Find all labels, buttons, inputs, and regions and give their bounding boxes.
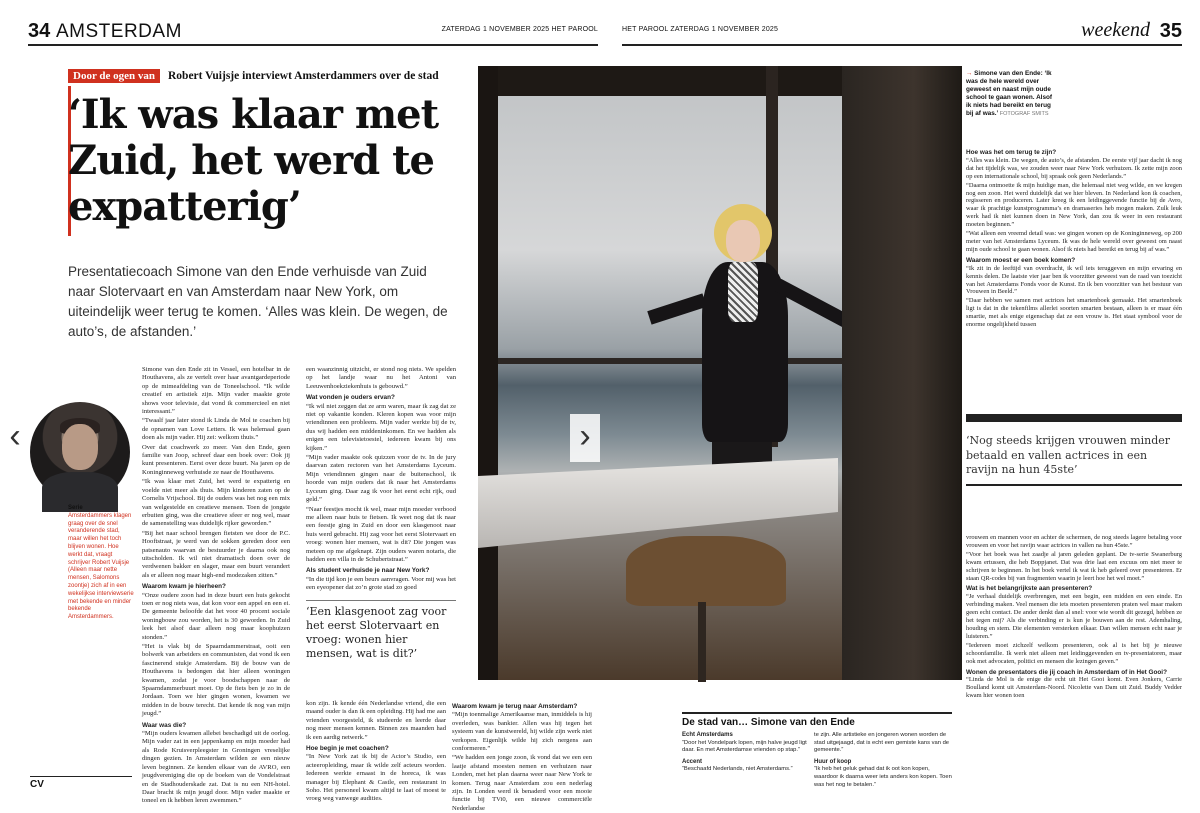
question: Waar was die? bbox=[142, 721, 187, 729]
article-column-right-bottom bbox=[966, 534, 1182, 800]
paragraph: “We hadden een jonge zoon, ik vond dat we een een laatje afstand moesten nemen en verhuizen naar Londen, met het plan daarna weer naar New York te komen. Terug naar Amsterdam zou een nederlag zijn. In Londen werd ik benaderd voor een mooie functie bij TVi0, een nieuwe commerciële Nederlandse bbox=[452, 754, 592, 812]
cv-label: CV bbox=[30, 776, 132, 790]
question: Waarom kwam je terug naar Amsterdam? bbox=[452, 703, 578, 710]
right-page-header bbox=[622, 0, 1182, 46]
paragraph: “Alles was klein. De wegen, de auto’s, de afstanden. De eerste vijf jaar dacht ik nog dat het tijdelijk was, we zouden weer naar New York verhuizen. Ik zette mijn zoon op een internationale school, bij spraak ook geen Nederlands.” bbox=[966, 156, 1182, 180]
box-label: Echt Amsterdams bbox=[682, 732, 733, 738]
box-text: “Door het Vondelpark lopen, mijn halve jeugd ligt daar. En met Amsterdamse vrienden op stap.” bbox=[682, 739, 807, 754]
paragraph: vrouwen en mannen voor en achter de schermen, de nog steeds lagere betaling voor vrouwen en voor het ravijn waar actrices in vallen na hun 45ste.” bbox=[966, 534, 1182, 549]
article-column-right bbox=[966, 146, 1182, 410]
section-name-left: AMSTERDAM bbox=[56, 21, 182, 42]
question: Waarom moest er een boek komen? bbox=[966, 256, 1076, 264]
question: Wat vonden je ouders ervan? bbox=[306, 394, 395, 402]
paragraph: “Naar feestjes mocht ik wel, maar mijn moeder verbood me alleen naar huis te fietsen. Ik weet nog dat ik naar een feestje ging in Zuid en door een klasgenoot naar huis werd gebracht. Hij zag voor het eerst Slotervaart en vroeg: wonen hier mensen, wat is dit? Die jongen was meteen op me afgeknapt. Zijn ouders waren notaris, die hadden een villa in de Schubertstraat.” bbox=[306, 505, 456, 563]
question: Hoe begin je met coachen? bbox=[306, 745, 389, 753]
pullquote-right: ‘Nog steeds krijgen vrouwen minder betaald en vallen actrices in een ravijn na hun 45ste’ bbox=[966, 414, 1182, 486]
paragraph: Over dat coachwerk zo meer. Van den Ende, geen familie van Joop, schreef daar een boek over: Ook jij kunt presenteren. Eerst over deze buurt. Na jaren op de Koninginneweg verhuisde ze naar de Houthavens. bbox=[142, 443, 290, 476]
paragraph: “Het is vlak bij de Spaarndammerstraat, ooit een bolwerk van arbeiders en communisten, dat vond ik een fascinerend stukje Amsterdam. Bij de bouw van de Houthavens is bedongen dat hier alleen woningen kwamen, zodat je voor boodschappen naar de Spaarndammerbuurt moet. Op de fiets ben je zo in de Jordaan. Toen we hier gingen wonen, kwamen we midden in de bouw terecht. Dat kende ik nog van mijn jeugd.” bbox=[142, 643, 290, 718]
paragraph: “Daar hebben we samen met actrices het smartenboek gemaakt. Het smartenboek ligt is dat in die tekenfilms allerlei soorten smarten bestaan, alleen is er maar één smartie, met als enige eigenschap dat ze een vrouw is. Het staat symbool voor de enorme ongelijkheid tussen bbox=[966, 297, 1182, 329]
serie-text: Amsterdammers klagen graag over de snel veranderende stad, maar willen het toch blijven wonen. Hoe werkt dat, vraagt schrijver Robert Vuijsje (Alleen maar nette mensen, Salomons zoontje) zich af in een wekelijkse interviewserie met bekende en minder bekende Amsterdammers. bbox=[68, 512, 134, 621]
paragraph: “Iedereen moet zichzelf welkom presenteren, ook al is het bij je nieuwe schoonfamilie. Ik werk niet alleen met leidinggevenden en tv-presentatoren, maar ook met advocaten, politici en mensen die lezingen geven.” bbox=[966, 641, 1182, 665]
article-column-2-bottom bbox=[306, 700, 446, 803]
headline: ‘Ik was klaar met Zuid, het werd te expatterig’ bbox=[68, 91, 439, 230]
question: Als student verhuisde je naar New York? bbox=[306, 567, 430, 575]
paragraph: “Mijn ouders kwamen allebei beschadigd uit de oorlog. Mijn vader zat in een jappenkamp en mijn moeder had als Rode Kruisverpleegster in Groningen vreselijke dingen gezien. In Amsterdam wilden ze een nieuw leven beginnen. Ze kenden elkaar van de AVRO, een jeugdvereniging die op de boeken van de Vondelstraat en de Stadhouderskade zat. Dat is nu een NH-hotel. Daar bracht ik mijn jeugd door. Mijn vader maakte er toneel en ik hebben leren zwemmen.” bbox=[142, 730, 290, 805]
article-column-1 bbox=[142, 366, 290, 805]
box-label: Accent bbox=[682, 758, 703, 765]
question: Wat is het belangrijkste aan presenteren? bbox=[966, 585, 1093, 593]
city-box-column-2 bbox=[814, 732, 954, 800]
page-number-right: 35 bbox=[1159, 20, 1182, 42]
question: Wonen de presentators die jij coach in Amsterdam of in Het Gooi? bbox=[966, 668, 1167, 676]
box-text: “Beschaafd Nederlands, niet Amsterdams.” bbox=[682, 766, 793, 773]
dateline-left: ZATERDAG 1 NOVEMBER 2025 HET PAROOL bbox=[441, 26, 598, 33]
kicker-text: Robert Vuijsje interviewt Amsterdammers over de stad bbox=[168, 70, 439, 82]
question: Hoe was het om terug te zijn? bbox=[966, 149, 1057, 156]
caption-text: Simone van den Ende: ‘Ik was de hele wereld over geweest en naast mijn oude school te gaan wonen. Alsof ik niets had bereikt en terug bij af was.’ bbox=[966, 70, 1053, 117]
paragraph: “Ik zit in de leeftijd van overdracht, ik wil iets teruggeven en mijn ervaring en kennis delen. De laatste vier jaar ben ik voorzitter geweest van de raad van toezicht van het Amsterdams Fonds voor de Kunst. En ik ben voorzitter van het bestuur van Vrouwen in Beeld.” bbox=[966, 264, 1182, 296]
paragraph: “Onze oudere zoon had in deze buurt een huis gekocht toen er nog niets was, dat kon voor een appel en een ei. De gemeente beloofde dat het voor 40 procent sociale woningbouw zou worden, het is 30 geworden. In Zuid leek het alsof daar alleen nog maar koophuizen stonden.” bbox=[142, 591, 290, 641]
article-column-3-bottom bbox=[452, 700, 592, 812]
paragraph: “Ik wil niet zeggen dat ze arm waren, maar ik zag dat ze niet op vakantie konden. Kleren kopen was voor mijn vriendinnen een probleem. Mijn vader werkte bij de tv, dus wij hadden een middeninkomen. En we hadden als enigen een televisietoestel, iedereen kwam bij ons kijken.” bbox=[306, 402, 456, 452]
main-photo bbox=[478, 66, 962, 680]
previous-page-arrow-icon[interactable]: ‹ bbox=[0, 414, 30, 462]
paragraph: “Mijn toenmalige Amerikaanse man, inmiddels is hij overleden, was bankier. Allen was hij tegen het systeem van de kunstwereld, hij wilde zijn werk niet verkopen. Eigenlijk wilde hij zich nergens aan conformeren.” bbox=[452, 711, 592, 753]
paragraph: “Mijn vader maakte ook quizzen voor de tv. In de jury daarvan zaten rectoren van het Amsterdams Lyceum. Mijn vriendinnen gingen naar de buitenschool, ik hoorde van mijn ouders dat ik naar het Amsterdams Lyceum ging. Daar zag ik voor het eerst echt rijk, oud geld.” bbox=[306, 454, 456, 504]
paragraph: “In New York zat ik bij de Actor’s Studio, een acteeropleiding, maar ik wilde zelf acteurs worden. Iedereen werkte ernaast in de horeca, ik was manager bij Elephant & Castle, een restaurant in Soho. Het personeel kwam altijd te laat of moest te vroeg weg vanwege audities. bbox=[306, 753, 446, 803]
next-page-arrow-icon[interactable]: › bbox=[570, 414, 600, 462]
box-label: Huur of koop bbox=[814, 758, 852, 765]
paragraph: “Wat alleen een vreemd detail was: we gingen wonen op de Koninginneweg, op 200 meter van het Amsterdams Lyceum. Ik was de hele wereld over geweest om naast mijn oude school te gaan wonen. Alsof ik niets had bereikt en terug bij af was.” bbox=[966, 230, 1182, 253]
photo-caption bbox=[966, 70, 1058, 118]
paragraph: “Ik was klaar met Zuid, het werd te expatterig en voelde niet meer als thuis. Mijn kinderen zaten op de Cornelis Vrijschool. Bij de ouders was het nog een mix van welgestelde en creatieve mensen. Toen de jongste erbuiten ging, was die creatieve sfeer er nog wel, maar de samenstelling was duidelijk rijker geworden.” bbox=[142, 478, 290, 528]
left-page-header bbox=[28, 0, 598, 46]
paragraph: een waanzinnig uitzicht, er stond nog niets. We spelden op het landje waar nu het Antoni van Leeuwenhoekziekenhuis is gebouwd.” bbox=[306, 366, 456, 390]
pullquote-left: ‘Een klasgenoot zag voor het eerst Slotervaart en vroeg: wonen hier mensen, wat is dit?’ bbox=[306, 600, 456, 661]
paragraph: kon zijn. Ik kende één Nederlandse vriend, die een maand ouder is dan ik een opleiding. Hij had me aan vrienden voorgesteld, ik studeerde en leerde daar nog meer mensen kennen. Binnen zes maanden had ik een aardig netwerk.” bbox=[306, 700, 446, 741]
question: Waarom kwam je hierheen? bbox=[142, 583, 226, 591]
serie-box bbox=[68, 505, 134, 622]
author-portrait bbox=[30, 402, 130, 502]
weekend-label: weekend bbox=[1081, 19, 1150, 41]
kicker bbox=[68, 68, 439, 84]
article-column-2 bbox=[306, 366, 456, 590]
box-text: te zijn. Alle artistieke en jongeren wonen worden de stad uitgejaagd, dat is echt een gemiste kans van de gemeente.” bbox=[814, 732, 950, 754]
paragraph: “Bij het naar school brengen fietsten we door de P.C. Hooftstraat, je werd van de sokken gereden door een patsenauto waarvan de bestuurder je daarna ook nog uitscholden. Ik wil niet dramatisch doen over de verdwenen bakker en slager, maar een buurt verandert als er alleen nog maar high-end modezaken zitten.” bbox=[142, 529, 290, 579]
paragraph: “Linda de Mol is de enige die echt uit Het Gooi komt. Even Jonkers, Carrie Boulland komt uit Amsterdam-Noord. Nicolette van Dam uit Zuid. Buddy Vedder kwam hier wonen toen bbox=[966, 676, 1182, 700]
city-box-column-1 bbox=[682, 732, 808, 800]
photo-credit: FOTOGRAF SMITS bbox=[999, 111, 1049, 117]
paragraph: “Je verhaal duidelijk overbrengen, met een begin, een midden en een einde. En verbinding maken. Veel mensen die iets moeten presenteren praten wel maar maken geen echt contact. De ander denkt dan al snel: voor wie wordt dit gezegd, hebben ze het tegen mij? Als die verbinding er is kun je bouwen aan de rest. Ademhaling, houding en stem. Die elementen versterken elkaar. Dan willen mensen echt naar je luisteren.” bbox=[966, 593, 1182, 640]
serie-label: Serie bbox=[68, 505, 83, 511]
city-box-title: De stad van… Simone van den Ende bbox=[682, 712, 952, 728]
caption-arrow-icon: → bbox=[966, 70, 975, 77]
dateline-right: HET PAROOL ZATERDAG 1 NOVEMBER 2025 bbox=[622, 26, 779, 33]
page-number-left: 34 bbox=[28, 20, 51, 42]
box-text: “Ik heb het geluk gehad dat ik oot kon kopen, waardoor ik daarna weer iets anders kon kopen. Toen was het nog te betalen.” bbox=[814, 766, 952, 788]
paragraph: “Twaalf jaar later stond ik Linda de Mol te coachen bij de opnamen van Love Letters. Ik was helemaal gaan doen als mijn vader. Hij zei: welkom thuis.” bbox=[142, 417, 290, 442]
kicker-tag: Door de ogen van bbox=[68, 69, 160, 83]
intro-text: Presentatiecoach Simone van den Ende verhuisde van Zuid naar Slotervaart en van Amsterdam naar New York, om uiteindelijk weer terug te komen. ‘Alles was klein. De wegen, de auto’s, de afstanden.’ bbox=[68, 264, 448, 339]
paragraph: “Daarna ontmoette ik mijn huidige man, die helemaal niet weg wilde, en we kregen nog een zoon. Het werd duidelijk dat we hier bleven. In Nederland kon ik coachen, regisseren en produceren. Later kreeg ik een leidinggevende functie bij de Avro, waar ik prachtige kunstprogramma’s en dramaseries heb mogen maken. Zulk leuk werk had ik niet kunnen doen in New York, dan zou ik weer in een restaurant moeten beginnen.” bbox=[966, 181, 1182, 229]
paragraph: “In die tijd kon je een beurs aanvragen. Voor mij was het een eyeopener dat zo’n grote stad zo goed bbox=[306, 575, 456, 592]
paragraph: “Voor het boek was het zaadje al jaren geleden geplant. De tv-serie Swanerburg kwam ertussen, die heb Boppjanet. Dat was drie laat een excuus om niet meer te schrijven te beginnen. In het boek vertel ik wat ik heb geleerd over presenteren. Er staan QR-codes bij van fragmenten waarin je leert hoe het wel moet.” bbox=[966, 550, 1182, 582]
paragraph: Simone van den Ende zit in Vessel, een hotelbar in de Houthavens, als ze vertelt over haar avantgardeperiode op de mimeafdeling van de Toneelschool. “Ik wilde creatief en artistiek zijn. Mijn vader maakte grote shows voor televisie, dat vond ik commercieel en niet interessant.” bbox=[142, 366, 290, 416]
